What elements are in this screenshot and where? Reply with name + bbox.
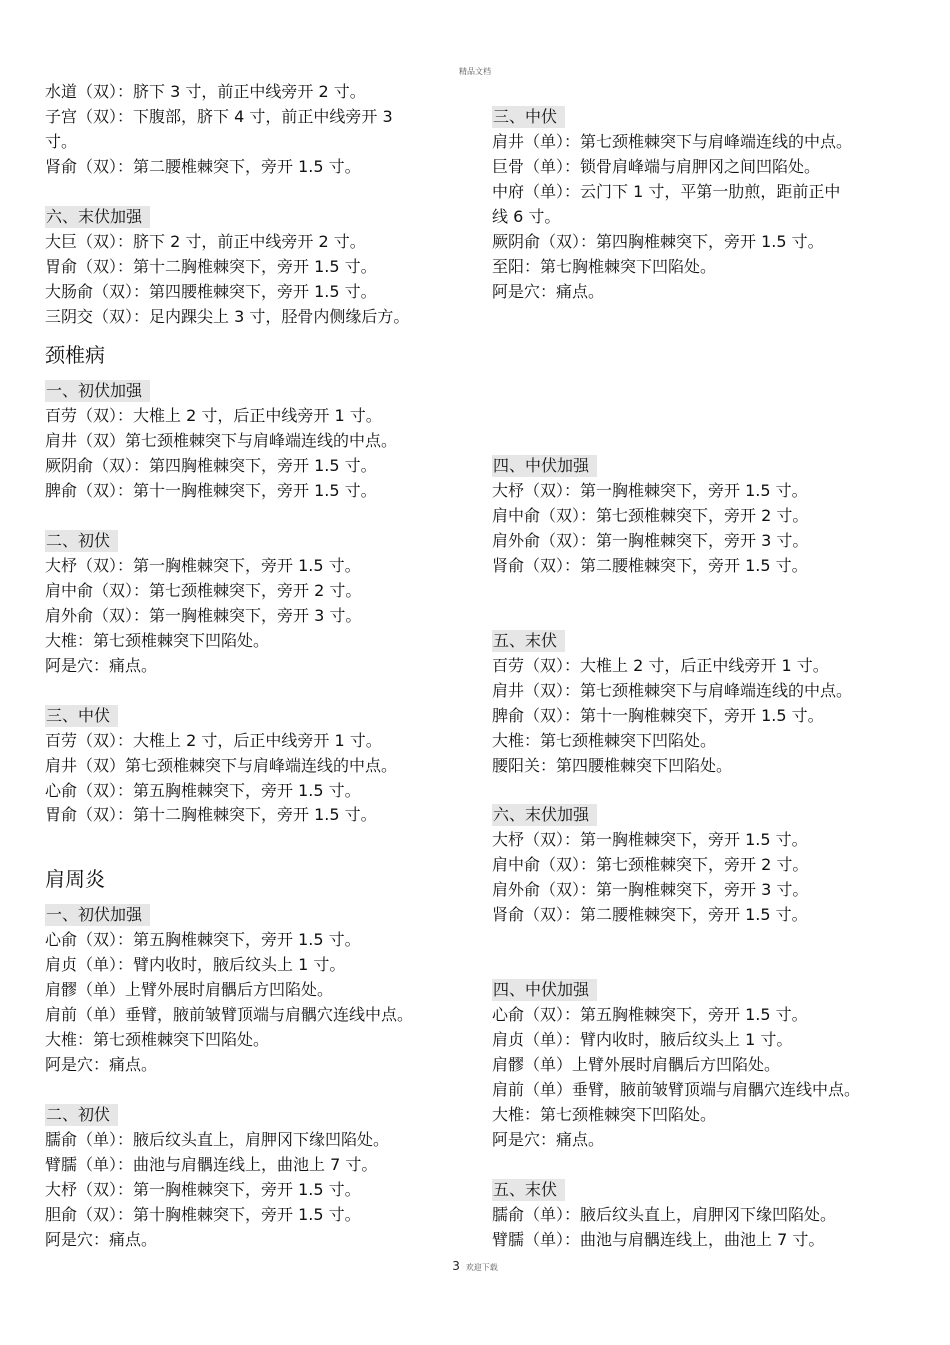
- acupoint-line: 脾俞（双）：第十一胸椎棘突下，旁开 1.5 寸。: [45, 481, 377, 500]
- section-label: 一、初伏加强: [45, 380, 150, 402]
- acupoint-line: 臑俞（单）：腋后纹头直上，肩胛冈下缘凹陷处。: [492, 1205, 837, 1224]
- section-label: 五、末伏: [492, 630, 565, 652]
- acupoint-line: 臂臑（单）：曲池与肩髃连线上，曲池上 7 寸。: [492, 1230, 825, 1249]
- section-label: 二、初伏: [45, 1104, 118, 1126]
- acupoint-line: 大杼（双）：第一胸椎棘突下，旁开 1.5 寸。: [492, 481, 808, 500]
- acupoint-line: 肩中俞（双）：第七颈椎棘突下，旁开 2 寸。: [492, 506, 809, 525]
- acupoint-line: 胃俞（双）：第十二胸椎棘突下，旁开 1.5 寸。: [45, 805, 377, 824]
- acupoint-line: 大椎：第七颈椎棘突下凹陷处。: [492, 1105, 717, 1124]
- acupoint-line: 巨骨（单）：锁骨肩峰端与肩胛冈之间凹陷处。: [492, 157, 821, 176]
- acupoint-line: 肩髎（单）上臂外展时肩髃后方凹陷处。: [45, 980, 334, 999]
- acupoint-line: 肩井（单）：第七颈椎棘突下与肩峰端连线的中点。: [492, 132, 853, 151]
- acupoint-line: 胃俞（双）：第十二胸椎棘突下，旁开 1.5 寸。: [45, 257, 377, 276]
- acupoint-line: 肩中俞（双）：第七颈椎棘突下，旁开 2 寸。: [492, 855, 809, 874]
- acupoint-line: 肾俞（双）：第二腰椎棘突下，旁开 1.5 寸。: [492, 905, 808, 924]
- section-title: 肩周炎: [45, 867, 105, 891]
- acupoint-line: 寸。: [45, 132, 78, 151]
- section-label: 三、中伏: [45, 705, 118, 727]
- acupoint-line: 子宫（双）：下腹部，脐下 4 寸，前正中线旁开 3: [45, 107, 393, 126]
- acupoint-line: 百劳（双）：大椎上 2 寸，后正中线旁开 1 寸。: [45, 731, 382, 750]
- section-label: 一、初伏加强: [45, 904, 150, 926]
- acupoint-line: 臂臑（单）：曲池与肩髃连线上，曲池上 7 寸。: [45, 1155, 378, 1174]
- acupoint-line: 肩贞（单）：臂内收时，腋后纹头上 1 寸。: [492, 1030, 793, 1049]
- acupoint-line: 阿是穴：痛点。: [45, 1055, 158, 1074]
- acupoint-line: 至阳：第七胸椎棘突下凹陷处。: [492, 257, 717, 276]
- acupoint-line: 阿是穴：痛点。: [492, 1130, 605, 1149]
- acupoint-line: 肩外俞（双）：第一胸椎棘突下，旁开 3 寸。: [45, 606, 362, 625]
- acupoint-line: 肾俞（双）：第二腰椎棘突下，旁开 1.5 寸。: [45, 157, 361, 176]
- acupoint-line: 厥阴俞（双）：第四胸椎棘突下，旁开 1.5 寸。: [492, 232, 824, 251]
- acupoint-line: 肩贞（单）：臂内收时，腋后纹头上 1 寸。: [45, 955, 346, 974]
- acupoint-line: 大杼（双）：第一胸椎棘突下，旁开 1.5 寸。: [492, 830, 808, 849]
- acupoint-line: 肩前（单）垂臂，腋前皱臂顶端与肩髃穴连线中点。: [492, 1080, 861, 1099]
- acupoint-line: 中府（单）：云门下 1 寸，平第一肋煎，距前正中: [492, 182, 841, 201]
- acupoint-line: 臑俞（单）：腋后纹头直上，肩胛冈下缘凹陷处。: [45, 1130, 390, 1149]
- acupoint-line: 肩外俞（双）：第一胸椎棘突下，旁开 3 寸。: [492, 531, 809, 550]
- acupoint-line: 大椎：第七颈椎棘突下凹陷处。: [492, 731, 717, 750]
- acupoint-line: 大椎：第七颈椎棘突下凹陷处。: [45, 1030, 270, 1049]
- acupoint-line: 肩中俞（双）：第七颈椎棘突下，旁开 2 寸。: [45, 581, 362, 600]
- acupoint-line: 百劳（双）：大椎上 2 寸，后正中线旁开 1 寸。: [492, 656, 829, 675]
- section-title: 颈椎病: [45, 343, 105, 367]
- section-label: 四、中伏加强: [492, 979, 597, 1001]
- acupoint-line: 心俞（双）：第五胸椎棘突下，旁开 1.5 寸。: [45, 781, 361, 800]
- acupoint-line: 百劳（双）：大椎上 2 寸，后正中线旁开 1 寸。: [45, 406, 382, 425]
- acupoint-line: 脾俞（双）：第十一胸椎棘突下，旁开 1.5 寸。: [492, 706, 824, 725]
- page-number: 3: [452, 1259, 460, 1273]
- acupoint-line: 大巨（双）：脐下 2 寸，前正中线旁开 2 寸。: [45, 232, 366, 251]
- acupoint-line: 肩井（双）第七颈椎棘突下与肩峰端连线的中点。: [45, 756, 398, 775]
- acupoint-line: 阿是穴：痛点。: [45, 1230, 158, 1249]
- acupoint-line: 线 6 寸。: [492, 207, 561, 226]
- acupoint-line: 阿是穴：痛点。: [45, 656, 158, 675]
- acupoint-line: 腰阳关：第四腰椎棘突下凹陷处。: [492, 756, 733, 775]
- acupoint-line: 厥阴俞（双）：第四胸椎棘突下，旁开 1.5 寸。: [45, 456, 377, 475]
- acupoint-line: 肩外俞（双）：第一胸椎棘突下，旁开 3 寸。: [492, 880, 809, 899]
- acupoint-line: 心俞（双）：第五胸椎棘突下，旁开 1.5 寸。: [45, 930, 361, 949]
- acupoint-line: 大杼（双）：第一胸椎棘突下，旁开 1.5 寸。: [45, 1180, 361, 1199]
- section-label: 二、初伏: [45, 530, 118, 552]
- section-label: 六、末伏加强: [492, 804, 597, 826]
- footer-note: 欢迎下载: [465, 1263, 498, 1272]
- acupoint-line: 大杼（双）：第一胸椎棘突下，旁开 1.5 寸。: [45, 556, 361, 575]
- acupoint-line: 肩髎（单）上臂外展时肩髃后方凹陷处。: [492, 1055, 781, 1074]
- acupoint-line: 胆俞（双）：第十胸椎棘突下，旁开 1.5 寸。: [45, 1205, 361, 1224]
- acupoint-line: 肩井（双）：第七颈椎棘突下与肩峰端连线的中点。: [492, 681, 853, 700]
- acupoint-line: 肾俞（双）：第二腰椎棘突下，旁开 1.5 寸。: [492, 556, 808, 575]
- acupoint-line: 水道（双）：脐下 3 寸，前正中线旁开 2 寸。: [45, 82, 366, 101]
- section-label: 三、中伏: [492, 106, 565, 128]
- acupoint-line: 大椎：第七颈椎棘突下凹陷处。: [45, 631, 270, 650]
- section-label: 六、末伏加强: [45, 206, 150, 228]
- section-label: 五、末伏: [492, 1179, 565, 1201]
- acupoint-line: 三阴交（双）：足内踝尖上 3 寸，胫骨内侧缘后方。: [45, 307, 410, 326]
- acupoint-line: 阿是穴：痛点。: [492, 282, 605, 301]
- page-footer: [0, 1259, 950, 1273]
- acupoint-line: 肩前（单）垂臂，腋前皱臂顶端与肩髃穴连线中点。: [45, 1005, 414, 1024]
- acupoint-line: 心俞（双）：第五胸椎棘突下，旁开 1.5 寸。: [492, 1005, 808, 1024]
- acupoint-line: 肩井（双）第七颈椎棘突下与肩峰端连线的中点。: [45, 431, 398, 450]
- section-label: 四、中伏加强: [492, 455, 597, 477]
- acupoint-line: 大肠俞（双）：第四腰椎棘突下，旁开 1.5 寸。: [45, 282, 377, 301]
- header-note: 精品文档: [459, 67, 491, 76]
